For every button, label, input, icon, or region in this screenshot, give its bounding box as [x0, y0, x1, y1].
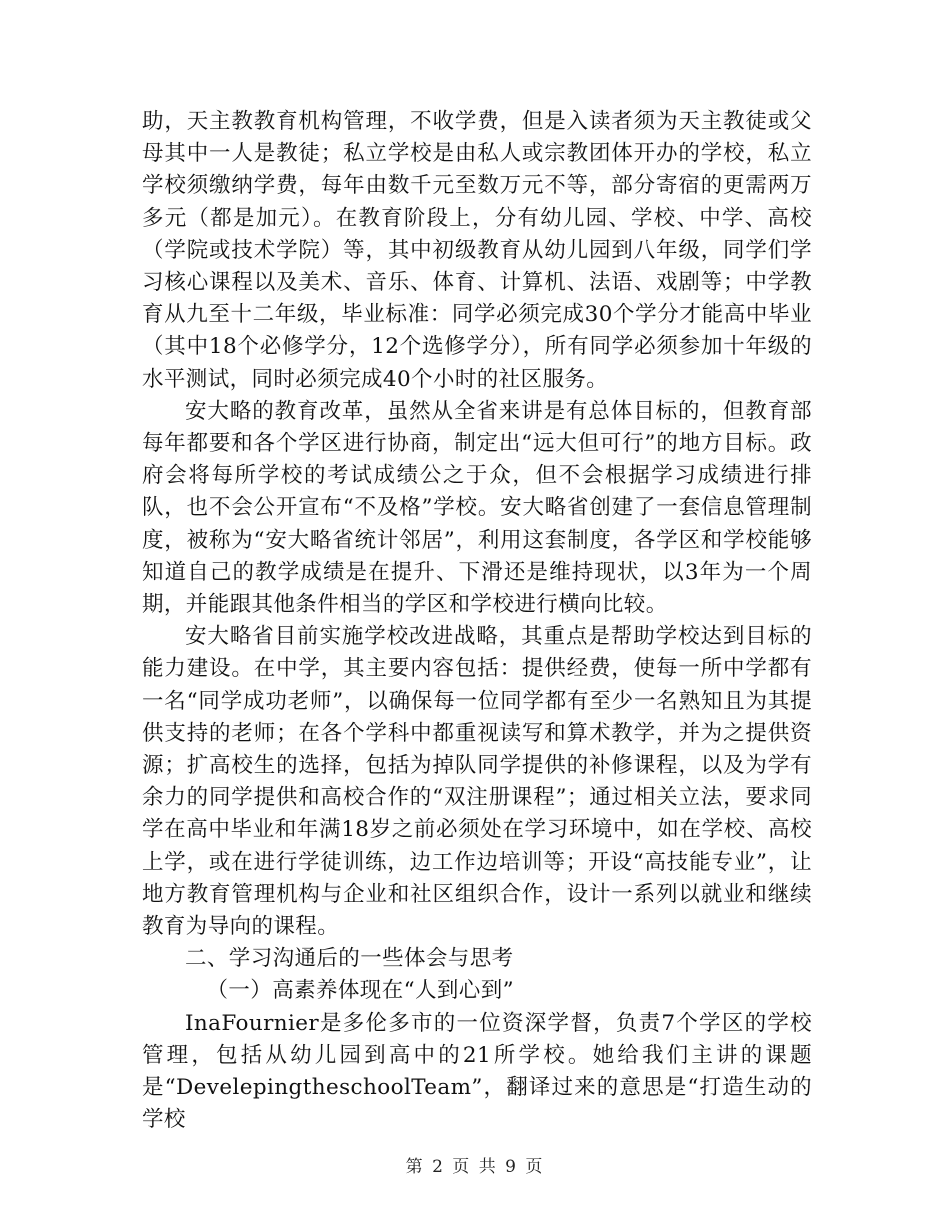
- paragraph-education-reform: 安大略的教育改革，虽然从全省来讲是有总体目标的，但教育部每年都要和各个学区进行协商，制定出“远大但可行”的地方目标。政府会将每所学校的考试成绩公之于众，但不会根据学习成绩进行排队，也不会公开宣布“不及格”学校。安大略省创建了一套信息管理制度，被称为“安大略省统计邻居”，利用这套制度，各学区和学校能够知道自己的教学成绩是在提升、下滑还是维持现状，以3年为一个周期，并能跟其他条件相当的学区和学校进行横向比较。: [142, 398, 812, 618]
- subsection-heading: （一）高素养体现在“人到心到”: [206, 978, 514, 1004]
- paragraph-ina-fournier: InaFournier是多伦多市的一位资深学督，负责7个学区的学校管理，包括从幼儿园到高中的21所学校。她给我们主讲的课题是“DevelepingtheschoolTeam”，翻译过来的意思是“打造生动的学校: [142, 1010, 812, 1133]
- paragraph-continued: 助，天主教教育机构管理，不收学费，但是入读者须为天主教徒或父母其中一人是教徒；私立学校是由私人或宗教团体开办的学校，私立学校须缴纳学费，每年由数千元至数万元不等，部分寄宿的更需两万多元（都是加元）。在教育阶段上，分有幼儿园、学校、中学、高校（学院或技术学院）等，其中初级教育从幼儿园到八年级，同学们学习核心课程以及美术、音乐、体育、计算机、法语、戏剧等；中学教育从九至十二年级，毕业标准：同学必须完成30个学分才能高中毕业（其中18个必修学分，12个选修学分），所有同学必须参加十年级的水平测试，同时必须完成40个小时的社区服务。: [142, 109, 812, 392]
- paragraph-improvement-strategy: 安大略省目前实施学校改进战略，其重点是帮助学校达到目标的能力建设。在中学，其主要内容包括：提供经费，使每一所中学都有一名“同学成功老师”，以确保每一位同学都有至少一名熟知且为其提供支持的老师；在各个学科中都重视读写和算术教学，并为之提供资源；扩高校生的选择，包括为掉队同学提供的补修课程，以及为学有余力的同学提供和高校合作的“双注册课程”；通过相关立法，要求同学在高中毕业和年满18岁之前必须处在学习环境中，如在学校、高校上学，或在进行学徒训练，边工作边培训等；开设“高技能专业”，让地方教育管理机构与企业和社区组织合作，设计一系列以就业和继续教育为导向的课程。: [142, 624, 812, 940]
- section-heading: 二、学习沟通后的一些体会与思考: [185, 946, 514, 972]
- page-number-footer: 第 2 页 共 9 页: [405, 1157, 545, 1177]
- document-body: [142, 106, 812, 1137]
